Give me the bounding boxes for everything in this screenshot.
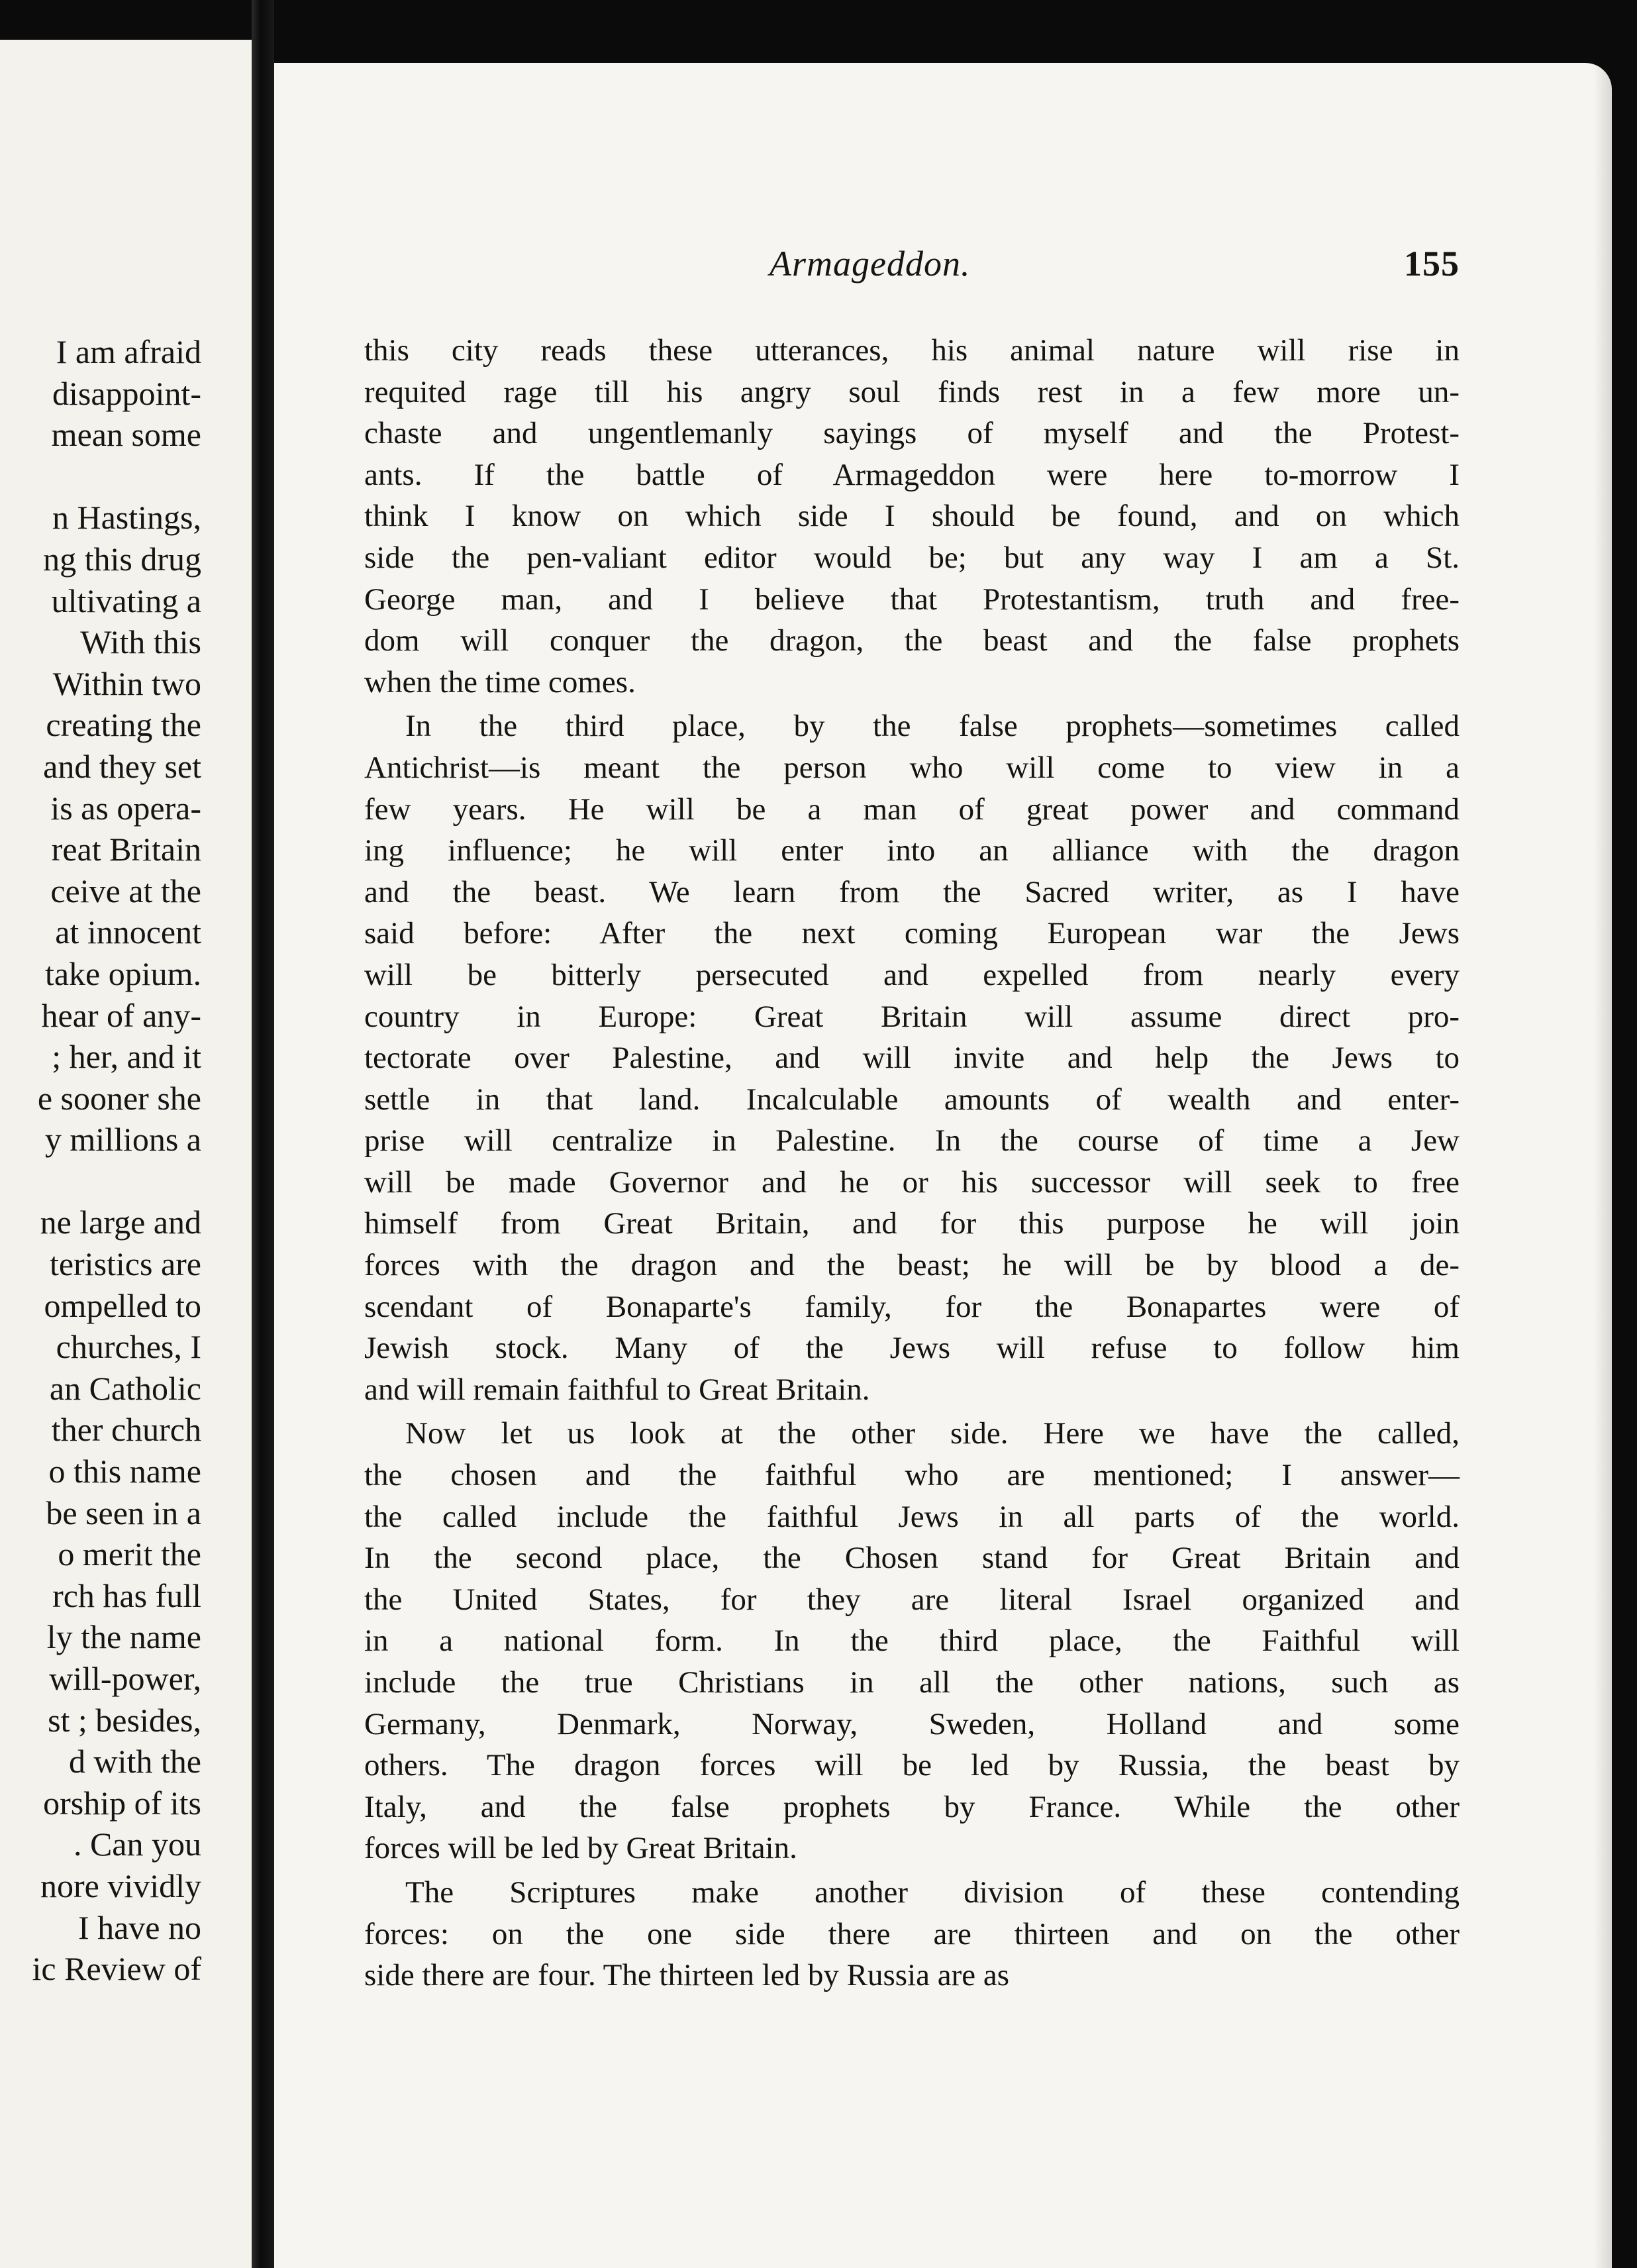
left-page-line: I am afraid: [56, 333, 201, 370]
left-page-line: ultivating a: [51, 582, 201, 619]
text-line: the United States, for they are literal Israel organized and: [364, 1582, 1460, 1617]
text-line: ing influence; he will enter into an alliance with the dragon: [364, 833, 1460, 868]
text-line: will be bitterly persecuted and expelled from nearly every: [364, 957, 1460, 992]
text-line: when the time comes.: [364, 664, 636, 699]
left-page-line: reat Britain: [51, 831, 201, 868]
text-line: country in Europe: Great Britain will assume direct pro-: [364, 999, 1460, 1034]
text-line: forces will be led by Great Britain.: [364, 1831, 797, 1866]
left-page-line: n Hastings,: [52, 499, 201, 537]
text-line: requited rage till his angry soul finds rest in a few more un-: [364, 374, 1460, 409]
left-page-line: hear of any-: [41, 996, 201, 1034]
text-line: In the second place, the Chosen stand for Great Britain and: [364, 1541, 1460, 1576]
text-line: ants. If the battle of Armageddon were here to-morrow I: [364, 457, 1460, 492]
text-line: forces: on the one side there are thirteen and on the other: [364, 1916, 1460, 1951]
left-page-gap: [32, 1160, 201, 1202]
text-line: tectorate over Palestine, and will invite and help the Jews to: [364, 1041, 1460, 1076]
left-page-line: ic Review of: [32, 1950, 201, 1988]
left-page-line: teristics are: [49, 1245, 201, 1283]
left-page-line: ompelled to: [44, 1286, 201, 1324]
text-line: Now let us look at the other side. Here we have the called,: [405, 1416, 1460, 1451]
text-line: side the pen-valiant editor would be; but any way I am a St.: [364, 540, 1460, 575]
left-page-line: st ; besides,: [48, 1701, 201, 1739]
left-page-line: I have no: [77, 1908, 201, 1946]
paragraph: [364, 330, 1460, 703]
left-page-line: an Catholic: [49, 1369, 201, 1407]
page-number: 155: [1404, 244, 1460, 284]
left-page-line: orship of its: [43, 1784, 201, 1822]
page-edge-shadow: [1593, 63, 1612, 2268]
text-line: settle in that land. Incalculable amounts of wealth and enter-: [364, 1082, 1460, 1117]
left-page-line: rch has full: [52, 1576, 201, 1614]
left-page-line: is as opera-: [50, 789, 201, 827]
left-page-line: and they set: [43, 747, 201, 785]
left-page-line: ng this drug: [43, 540, 201, 578]
text-line: said before: After the next coming European war the Jews: [364, 916, 1460, 951]
left-page-line: ; her, and it: [52, 1038, 201, 1076]
text-line: the called include the faithful Jews in all parts of the world.: [364, 1499, 1460, 1534]
right-page: [274, 63, 1612, 2268]
body-text: [364, 330, 1460, 1996]
left-page-text-fragments: [32, 331, 201, 1990]
left-page-line: take opium.: [44, 954, 201, 992]
left-page-line: ne large and: [40, 1204, 201, 1241]
paragraph: [364, 705, 1460, 1410]
left-page-gap: [32, 456, 201, 497]
left-page-line: o this name: [48, 1453, 201, 1490]
left-page-line: Within two: [52, 664, 201, 702]
left-page-line: ther church: [51, 1411, 201, 1449]
left-page-line: mean some: [51, 416, 201, 454]
text-line: prise will centralize in Palestine. In the course of time a Jew: [364, 1123, 1460, 1159]
text-line: the chosen and the faithful who are mentioned; I answer—: [364, 1458, 1460, 1493]
text-line: dom will conquer the dragon, the beast and the false prophets: [364, 623, 1460, 658]
text-line: chaste and ungentlemanly sayings of myself and the Protest-: [364, 416, 1460, 451]
text-line: The Scriptures make another division of these contending: [405, 1875, 1460, 1910]
left-page-line: creating the: [46, 706, 201, 744]
text-line: and will remain faithful to Great Britain.: [364, 1372, 870, 1407]
text-line: others. The dragon forces will be led by Russia, the beast by: [364, 1748, 1460, 1783]
text-line: himself from Great Britain, and for this purpose he will join: [364, 1206, 1460, 1241]
text-line: in a national form. In the third place, the Faithful will: [364, 1624, 1460, 1659]
left-page-line: ly the name: [46, 1618, 201, 1656]
text-line: and the beast. We learn from the Sacred writer, as I have: [364, 874, 1460, 909]
left-page-line: . Can you: [73, 1826, 201, 1863]
left-page-line: d with the: [69, 1743, 201, 1780]
text-line: side there are four. The thirteen led by Russia are as: [364, 1958, 1010, 1993]
left-page-line: churches, I: [56, 1328, 201, 1366]
left-page-line: will-power,: [49, 1660, 201, 1697]
running-head: Armageddon.: [769, 244, 971, 284]
text-line: George man, and I believe that Protestantism, truth and free-: [364, 582, 1460, 617]
left-page-line: With this: [80, 623, 201, 661]
text-line: Jewish stock. Many of the Jews will refuse to follow him: [364, 1331, 1460, 1366]
text-line: In the third place, by the false prophets—sometimes called: [405, 709, 1460, 744]
text-line: Germany, Denmark, Norway, Sweden, Holland and some: [364, 1706, 1460, 1741]
book-gutter: [252, 0, 274, 2268]
left-page-line: be seen in a: [46, 1494, 201, 1531]
text-line: think I know on which side I should be found, and on which: [364, 499, 1460, 534]
left-page-line: at innocent: [55, 913, 201, 951]
left-page-line: o merit the: [58, 1535, 201, 1573]
text-line: this city reads these utterances, his animal nature will rise in: [364, 333, 1460, 368]
text-line: Italy, and the false prophets by France. While the other: [364, 1789, 1460, 1824]
left-page-line: y millions a: [44, 1121, 201, 1159]
text-line: few years. He will be a man of great power and command: [364, 792, 1460, 827]
text-line: scendant of Bonaparte's family, for the Bonapartes were of: [364, 1289, 1460, 1324]
paragraph: [364, 1413, 1460, 1869]
text-line: forces with the dragon and the beast; he will be by blood a de-: [364, 1248, 1460, 1283]
page-header: [274, 243, 1460, 289]
text-line: include the true Christians in all the other nations, such as: [364, 1665, 1460, 1700]
text-line: will be made Governor and he or his successor will seek to free: [364, 1164, 1460, 1200]
left-page-line: e sooner she: [37, 1079, 201, 1117]
left-page-line: nore vividly: [40, 1867, 201, 1904]
paragraph: [364, 1872, 1460, 1996]
left-page-line: disappoint-: [52, 374, 201, 412]
text-line: Antichrist—is meant the person who will come to view in a: [364, 750, 1460, 785]
left-facing-page: [0, 40, 252, 2268]
left-page-line: ceive at the: [50, 872, 201, 909]
